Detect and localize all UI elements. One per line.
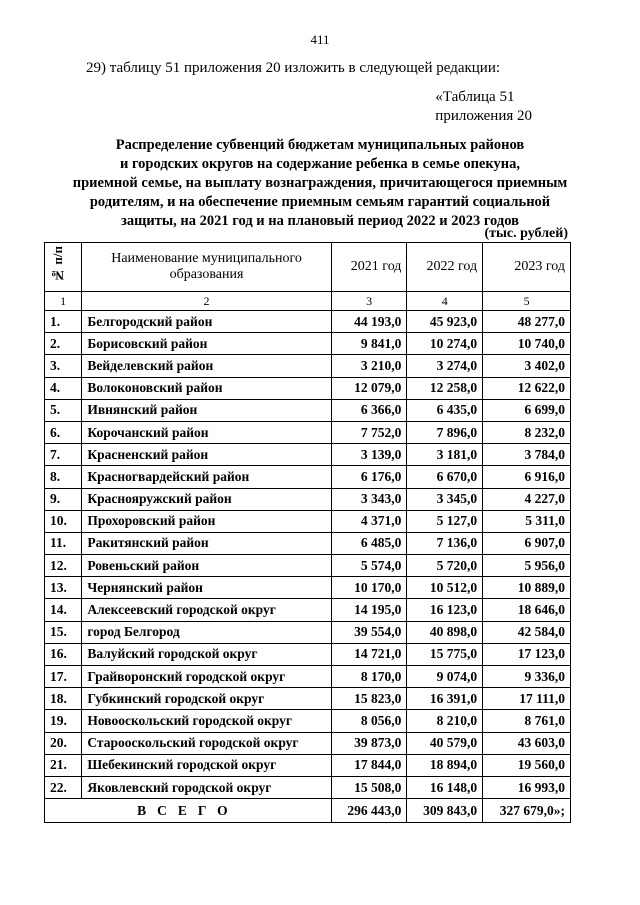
value-2023: 6 907,0 bbox=[483, 532, 571, 554]
table-row bbox=[45, 710, 571, 732]
value-2022: 12 258,0 bbox=[407, 377, 483, 399]
column-number: 1 bbox=[45, 292, 82, 311]
table-reference-line1: «Таблица 51 bbox=[435, 89, 515, 105]
value-2023: 4 227,0 bbox=[483, 488, 571, 510]
column-number: 2 bbox=[82, 292, 331, 311]
value-2021: 39 554,0 bbox=[331, 621, 407, 643]
value-2023: 5 311,0 bbox=[483, 510, 571, 532]
value-2021: 6 485,0 bbox=[331, 532, 407, 554]
table-row bbox=[45, 754, 571, 776]
total-2022: 309 843,0 bbox=[407, 799, 483, 823]
municipality-name: Ивнянский район bbox=[82, 399, 331, 421]
heading-line: защиты, на 2021 год и на плановый период 2022 и 2023 годов bbox=[121, 213, 519, 229]
table-row bbox=[45, 399, 571, 421]
table-row bbox=[45, 621, 571, 643]
value-2023: 10 889,0 bbox=[483, 577, 571, 599]
header-name bbox=[82, 243, 331, 292]
row-number: 19. bbox=[45, 710, 82, 732]
row-number: 17. bbox=[45, 666, 82, 688]
table-row bbox=[45, 377, 571, 399]
value-2021: 5 574,0 bbox=[331, 555, 407, 577]
value-2021: 8 170,0 bbox=[331, 666, 407, 688]
heading-line: приемной семье, на выплату вознаграждения, причитающегося приемным bbox=[72, 175, 568, 191]
table-row bbox=[45, 688, 571, 710]
heading-line: и городских округов на содержание ребенка в семье опекуна, bbox=[119, 156, 520, 172]
municipality-name: Краснояружский район bbox=[82, 488, 331, 510]
header-num bbox=[45, 243, 82, 292]
column-numbers-row bbox=[45, 292, 571, 311]
table-row bbox=[45, 732, 571, 754]
value-2021: 17 844,0 bbox=[331, 754, 407, 776]
value-2023: 18 646,0 bbox=[483, 599, 571, 621]
table-row bbox=[45, 311, 571, 333]
table-row bbox=[45, 599, 571, 621]
table-row bbox=[45, 421, 571, 443]
value-2021: 3 139,0 bbox=[331, 444, 407, 466]
row-number: 8. bbox=[45, 466, 82, 488]
column-number: 4 bbox=[407, 292, 483, 311]
value-2023: 10 740,0 bbox=[483, 333, 571, 355]
row-number: 18. bbox=[45, 688, 82, 710]
municipality-name: Борисовский район bbox=[82, 333, 331, 355]
row-number: 12. bbox=[45, 555, 82, 577]
table-row bbox=[45, 355, 571, 377]
value-2023: 8 232,0 bbox=[483, 421, 571, 443]
total-row bbox=[45, 799, 571, 823]
subventions-table bbox=[44, 242, 571, 823]
value-2022: 3 274,0 bbox=[407, 355, 483, 377]
value-2023: 3 402,0 bbox=[483, 355, 571, 377]
municipality-name: Белгородский район bbox=[82, 311, 331, 333]
row-number: 2. bbox=[45, 333, 82, 355]
value-2023: 48 277,0 bbox=[483, 311, 571, 333]
value-2022: 7 896,0 bbox=[407, 421, 483, 443]
value-2023: 8 761,0 bbox=[483, 710, 571, 732]
row-number: 9. bbox=[45, 488, 82, 510]
table-row bbox=[45, 466, 571, 488]
header-2023: 2023 год bbox=[483, 243, 571, 292]
value-2021: 14 721,0 bbox=[331, 643, 407, 665]
value-2022: 16 391,0 bbox=[407, 688, 483, 710]
value-2022: 16 148,0 bbox=[407, 776, 483, 798]
municipality-name: Красненский район bbox=[82, 444, 331, 466]
row-number: 1. bbox=[45, 311, 82, 333]
table-row bbox=[45, 555, 571, 577]
value-2023: 42 584,0 bbox=[483, 621, 571, 643]
row-number: 4. bbox=[45, 377, 82, 399]
value-2021: 9 841,0 bbox=[331, 333, 407, 355]
municipality-name: Прохоровский район bbox=[82, 510, 331, 532]
value-2021: 39 873,0 bbox=[331, 732, 407, 754]
value-2022: 8 210,0 bbox=[407, 710, 483, 732]
table-reference-line2: приложения 20 bbox=[435, 108, 532, 124]
value-2022: 3 345,0 bbox=[407, 488, 483, 510]
value-2021: 6 366,0 bbox=[331, 399, 407, 421]
value-2022: 16 123,0 bbox=[407, 599, 483, 621]
municipality-name: Ракитянский район bbox=[82, 532, 331, 554]
table-row bbox=[45, 643, 571, 665]
table-heading bbox=[20, 136, 620, 231]
row-number: 7. bbox=[45, 444, 82, 466]
table-body bbox=[45, 292, 571, 799]
row-number: 11. bbox=[45, 532, 82, 554]
value-2022: 5 720,0 bbox=[407, 555, 483, 577]
value-2022: 5 127,0 bbox=[407, 510, 483, 532]
row-number: 3. bbox=[45, 355, 82, 377]
table-row bbox=[45, 333, 571, 355]
value-2022: 10 274,0 bbox=[407, 333, 483, 355]
value-2023: 43 603,0 bbox=[483, 732, 571, 754]
value-2023: 17 111,0 bbox=[483, 688, 571, 710]
value-2022: 45 923,0 bbox=[407, 311, 483, 333]
value-2023: 3 784,0 bbox=[483, 444, 571, 466]
row-number: 6. bbox=[45, 421, 82, 443]
table-row bbox=[45, 532, 571, 554]
value-2023: 6 916,0 bbox=[483, 466, 571, 488]
value-2022: 10 512,0 bbox=[407, 577, 483, 599]
value-2021: 6 176,0 bbox=[331, 466, 407, 488]
value-2021: 4 371,0 bbox=[331, 510, 407, 532]
value-2022: 40 898,0 bbox=[407, 621, 483, 643]
municipality-name: Новооскольский городской округ bbox=[82, 710, 331, 732]
municipality-name: Яковлевский городской округ bbox=[82, 776, 331, 798]
value-2021: 7 752,0 bbox=[331, 421, 407, 443]
table-row bbox=[45, 444, 571, 466]
value-2021: 44 193,0 bbox=[331, 311, 407, 333]
value-2021: 15 508,0 bbox=[331, 776, 407, 798]
row-number: 16. bbox=[45, 643, 82, 665]
row-number: 10. bbox=[45, 510, 82, 532]
row-number: 20. bbox=[45, 732, 82, 754]
units-label: (тыс. рублей) bbox=[484, 226, 568, 241]
amendment-instruction: 29) таблицу 51 приложения 20 изложить в следующей редакции: bbox=[86, 60, 501, 76]
header-2021: 2021 год bbox=[331, 243, 407, 292]
table-row bbox=[45, 488, 571, 510]
municipality-name: Старооскольский городской округ bbox=[82, 732, 331, 754]
row-number: 22. bbox=[45, 776, 82, 798]
value-2022: 15 775,0 bbox=[407, 643, 483, 665]
table-row bbox=[45, 776, 571, 798]
municipality-name: Вейделевский район bbox=[82, 355, 331, 377]
municipality-name: Ровеньский район bbox=[82, 555, 331, 577]
municipality-name: Чернянский район bbox=[82, 577, 331, 599]
value-2023: 6 699,0 bbox=[483, 399, 571, 421]
municipality-name: Волоконовский район bbox=[82, 377, 331, 399]
municipality-name: город Белгород bbox=[82, 621, 331, 643]
table-reference bbox=[435, 88, 532, 126]
header-num-label: № п/п bbox=[50, 246, 65, 283]
municipality-name: Корочанский район bbox=[82, 421, 331, 443]
column-number: 5 bbox=[483, 292, 571, 311]
row-number: 21. bbox=[45, 754, 82, 776]
municipality-name: Губкинский городской округ bbox=[82, 688, 331, 710]
value-2022: 40 579,0 bbox=[407, 732, 483, 754]
header-row bbox=[45, 243, 571, 292]
table-row bbox=[45, 666, 571, 688]
row-number: 15. bbox=[45, 621, 82, 643]
value-2023: 17 123,0 bbox=[483, 643, 571, 665]
value-2022: 6 435,0 bbox=[407, 399, 483, 421]
heading-line: родителям, и на обеспечение приемным семьям гарантий социальной bbox=[89, 194, 551, 210]
municipality-name: Алексеевский городской округ bbox=[82, 599, 331, 621]
value-2022: 18 894,0 bbox=[407, 754, 483, 776]
value-2021: 3 343,0 bbox=[331, 488, 407, 510]
row-number: 14. bbox=[45, 599, 82, 621]
value-2022: 3 181,0 bbox=[407, 444, 483, 466]
municipality-name: Красногвардейский район bbox=[82, 466, 331, 488]
municipality-name: Шебекинский городской округ bbox=[82, 754, 331, 776]
value-2023: 16 993,0 bbox=[483, 776, 571, 798]
value-2022: 6 670,0 bbox=[407, 466, 483, 488]
value-2021: 15 823,0 bbox=[331, 688, 407, 710]
header-2022: 2022 год bbox=[407, 243, 483, 292]
row-number: 13. bbox=[45, 577, 82, 599]
municipality-name: Валуйский городской округ bbox=[82, 643, 331, 665]
total-label: ВСЕГО bbox=[45, 799, 332, 823]
value-2021: 12 079,0 bbox=[331, 377, 407, 399]
value-2022: 9 074,0 bbox=[407, 666, 483, 688]
value-2021: 8 056,0 bbox=[331, 710, 407, 732]
header-name-line2: образования bbox=[169, 267, 244, 282]
header-name-line1: Наименование муниципального bbox=[111, 251, 302, 266]
column-number: 3 bbox=[331, 292, 407, 311]
heading-line: Распределение субвенций бюджетам муниципальных районов bbox=[115, 137, 525, 153]
page-number: 411 bbox=[310, 32, 330, 47]
table-row bbox=[45, 510, 571, 532]
value-2021: 14 195,0 bbox=[331, 599, 407, 621]
value-2023: 19 560,0 bbox=[483, 754, 571, 776]
row-number: 5. bbox=[45, 399, 82, 421]
total-2023: 327 679,0»; bbox=[483, 799, 571, 823]
value-2021: 10 170,0 bbox=[331, 577, 407, 599]
total-2021: 296 443,0 bbox=[331, 799, 407, 823]
value-2021: 3 210,0 bbox=[331, 355, 407, 377]
value-2022: 7 136,0 bbox=[407, 532, 483, 554]
table-row bbox=[45, 577, 571, 599]
value-2023: 12 622,0 bbox=[483, 377, 571, 399]
value-2023: 5 956,0 bbox=[483, 555, 571, 577]
municipality-name: Грайворонский городской округ bbox=[82, 666, 331, 688]
value-2023: 9 336,0 bbox=[483, 666, 571, 688]
